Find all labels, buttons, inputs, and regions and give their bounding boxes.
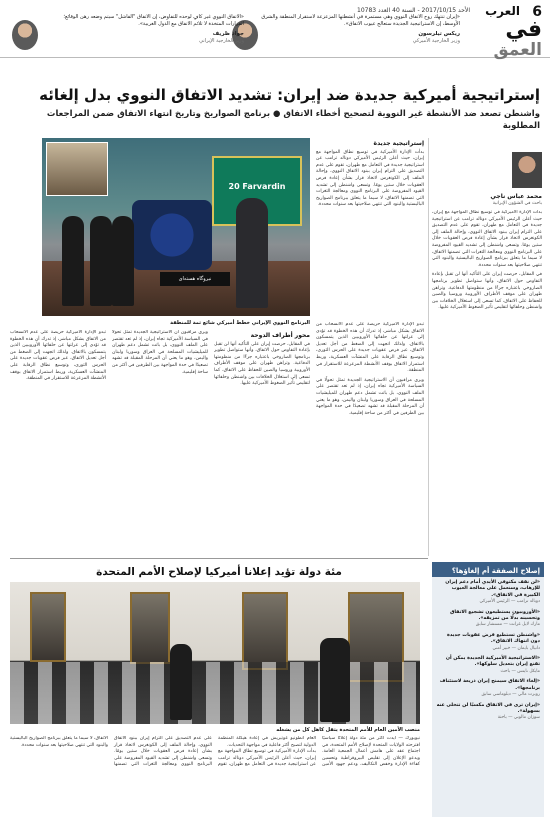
column-text: بدأت الإدارة الأميركية في توسيع نطاق المواجهة مع إيران، حيث أعلن الرئيس الأميركي دونالد ترامب عن استراتيجية جديدة في التعامل مع طهران، تقوم على عدم التصديق على التزام إيران ببنود الاتفاق النووي، وإحالة الملف إلى الكونغرس لاتخاذ قرار بشأن إعادة فرض العقوبات خلال ستين يومًا. وتسعى واشنطن إلى تشديد القيود المفروضة على البرنامج النووي ومعالجة الثغرات التي تضمنها الاتفاق، لا سيما ما يتعلق ببرنامج الصواريخ الباليستية والبنود التي تنتهي صلاحيتها بعد سنوات محددة.	[316, 149, 424, 208]
article-column	[112, 330, 208, 555]
paper-name: العرب	[485, 4, 520, 18]
article-column	[316, 138, 424, 318]
column-text: تبدو الإدارة الأميركية حريصة على عدم الانسحاب من الاتفاق بشكل مباشر، إذ تدرك أن هذه الخطوة قد تؤدي إلى عزلتها عن حلفائها الأوروبيين الذين يتمسكون بالاتفاق. ولذلك اتجهت إلى الضغط من أجل تعديل الاتفاق، عبر فرض عقوبات جديدة على الحرس الثوري، وتوسيع نطاق الرقابة على المنشآت العسكرية، وربط استمرار الاتفاق بوقف الأنشطة المزعزعة للاستقرار في المنطقة.	[316, 322, 424, 374]
article-column	[214, 330, 310, 555]
column-heading: إستراتيجية جديدة	[373, 140, 424, 147]
opinion-item	[432, 630, 544, 653]
section-title-main: في	[505, 17, 542, 42]
portrait-image	[46, 142, 108, 196]
author-name: محمد عباس ناجي	[490, 193, 542, 200]
opinion-author: مارك لايل غرانت — مستشار سابق	[475, 622, 540, 628]
person-figure	[90, 216, 112, 306]
opinion-box-title: إصلاح الصفقة أم إلغاؤها؟	[432, 565, 544, 577]
page-number: 6	[532, 4, 542, 20]
article-column	[432, 210, 542, 555]
opinion-text: «الأوروبيون يستطيعون تشجيع الاتفاق وتحسينه بدلًا من تمزيقه».	[450, 609, 540, 622]
machine-image	[132, 200, 212, 270]
opinion-author: دونالد ترامب — الرئيس الأميركي	[479, 599, 540, 605]
opinion-text: «إلغاء الاتفاق سيمنح إيران ذريعة لاستئناف برنامجها».	[439, 679, 540, 691]
column-divider	[428, 138, 429, 556]
quote-role: وزير الخارجية الأميركي	[412, 38, 460, 44]
person-figure	[320, 638, 350, 722]
column-text: ويرى مراقبون أن الاستراتيجية الجديدة تمثل تحولًا في السياسة الأميركية تجاه إيران، إذ لم تعد تقتصر على الملف النووي، بل باتت تشمل دعم طهران للميليشيات المسلحة في العراق وسوريا ولبنان واليمن، وهو ما يعني أن المرحلة المقبلة قد تشهد تصعيدًا في حدة المواجهة بين الطرفين في أكثر من ساحة إقليمية.	[112, 330, 208, 375]
opinion-author: سوزان مالوني — باحثة	[497, 715, 540, 721]
bottom-photo-caption: منصب الأمين العام للأمم المتحدة يثقل كاهل كل من يشغله	[276, 727, 420, 733]
opinion-text: «إيران ترى في الاتفاق مكسبًا لن تتخلى عنه بسهولة».	[436, 702, 540, 714]
person-figure	[236, 198, 268, 308]
main-subhead	[10, 108, 540, 132]
opinion-text: «الاستراتيجية الأميركية الجديدة يمكن أن تقنع إيران بتعديل سلوكها».	[445, 656, 540, 668]
column-text: نيويورك — أيدت أكثر من مئة دولة إعلانًا سياسيًا اقترحته الولايات المتحدة لإصلاح الأمم المتحدة، في اجتماع عقد على هامش أعمال الجمعية العامة. ويدعو الإعلان إلى تقليص البيروقراطية وتحسين كفاءة الإدارة وخفض التكاليف، ودعم جهود الأمين العام أنطونيو غوتيريش في إعادة هيكلة المنظمة الدولية لتصبح أكثر فاعلية في مواجهة التحديات.	[218, 736, 420, 768]
opinion-item	[432, 607, 544, 630]
opinion-item	[432, 700, 544, 723]
person-figure	[170, 644, 192, 720]
author-role: باحث في الشؤون الإيرانية	[492, 201, 542, 206]
quote-left	[44, 14, 244, 56]
column-text: في المقابل، حرصت إيران على التأكيد أنها لن تقبل بإعادة التفاوض حول الاتفاق، وأنها ستواصل تطوير برنامجها الصاروخي باعتباره جزءًا من منظومتها الدفاعية. وتراهن طهران على موقف الأطراف الأوروبية وروسيا والصين للحفاظ على الاتفاق، كما تسعى إلى استغلال الخلافات بين واشنطن وحلفائها لتقليص تأثير الضغوط الأميركية عليها.	[432, 272, 542, 311]
painting-frame	[130, 592, 170, 664]
opinion-text: «واشنطن تستطيع فرض عقوبات جديدة دون انتهاك الاتفاق».	[447, 632, 540, 645]
column-text: بدأت الإدارة الأميركية في توسيع نطاق المواجهة مع إيران، حيث أعلن الرئيس الأميركي دونالد ترامب عن استراتيجية جديدة في التعامل مع طهران، تقوم على عدم التصديق على التزام إيران ببنود الاتفاق النووي، وإحالة الملف إلى الكونغرس لاتخاذ قرار بشأن إعادة فرض العقوبات خلال ستين يومًا. وتسعى واشنطن إلى تشديد القيود المفروضة على البرنامج النووي ومعالجة الثغرات التي تضمنها الاتفاق، لا سيما ما يتعلق ببرنامج الصواريخ الباليستية والبنود التي تنتهي صلاحيتها بعد سنوات محددة.	[10, 736, 316, 768]
quote-name: جواد ظريف	[212, 31, 244, 37]
opinion-author: مايكل نايتس — باحث	[500, 668, 540, 674]
opinion-list	[432, 577, 544, 723]
author-photo	[512, 152, 542, 188]
section-title-sub: العمق	[493, 40, 542, 60]
quote-role: وزير الخارجية الإيراني	[199, 38, 244, 44]
section-title	[493, 17, 542, 60]
quote-text: «الاتفاق النووي غير كافٍ لوحده للتفاوض، إن الاتفاق "الفاشل" سيتم وضعه رهن الوقائع؛ القرارات المتخذة لا تلائم الاتفاق مع الدول الغربية».	[63, 14, 244, 27]
quote-name: ريكس تيلرسون	[418, 31, 460, 37]
masthead	[0, 0, 550, 58]
column-text: ويرى مراقبون أن الاستراتيجية الجديدة تمثل تحولًا في السياسة الأميركية تجاه إيران، إذ لم تعد تقتصر على الملف النووي، بل باتت تشمل دعم طهران للميليشيات المسلحة في العراق وسوريا ولبنان واليمن، وهو ما يعني أن المرحلة المقبلة قد تشهد تصعيدًا في حدة المواجهة بين الطرفين في أكثر من ساحة إقليمية.	[316, 377, 424, 416]
photo-plaque: نیروگاه هسته‌ای	[160, 272, 230, 286]
avatar	[12, 20, 38, 50]
main-headline: إستراتيجية أميركية جديدة ضد إيران: تشديد الاتفاق النووي بدل إلغائه	[39, 86, 540, 104]
person-figure	[62, 216, 84, 306]
painting-frame	[242, 592, 288, 670]
bottom-article-text	[10, 736, 420, 820]
subhead-2: برنامج الصواريخ وتاريخ انتهاء الاتفاق ضمن المراجعات المطلوبة	[46, 109, 540, 131]
column-text: في المقابل، حرصت إيران على التأكيد أنها لن تقبل بإعادة التفاوض حول الاتفاق، وأنها ستواصل تطوير برنامجها الصاروخي باعتباره جزءًا من منظومتها الدفاعية. وتراهن طهران على موقف الأطراف الأوروبية وروسيا والصين للحفاظ على الاتفاق، كما تسعى إلى استغلال الخلافات بين واشنطن وحلفائها لتقليص تأثير الضغوط الأميركية عليها.	[214, 341, 310, 387]
bottom-photo	[10, 582, 420, 724]
opinion-author: دانيال بايمان — خبير أمني	[492, 645, 540, 651]
bullet-icon: ●	[270, 109, 281, 119]
checkered-floor	[10, 662, 420, 724]
column-heading: محور أطراف الدوحة	[250, 332, 310, 339]
main-photo-caption: البرنامج النووي الإيراني خطط أميركي شائع ثمة للمنطقة	[170, 320, 310, 326]
main-photo	[42, 138, 310, 316]
quote-text: «إيران تنتهك روح الاتفاق النووي وهي مستمرة في أنشطتها المزعزعة لاستقرار المنطقة والشرق الأوسط، إن الاستراتيجية الجديدة ستعالج عيوب الاتفاق».	[261, 14, 460, 27]
column-text: بدأت الإدارة الأميركية في توسيع نطاق المواجهة مع إيران، حيث أعلن الرئيس الأميركي دونالد ترامب عن استراتيجية جديدة في التعامل مع طهران، تقوم على عدم التصديق على التزام إيران ببنود الاتفاق النووي، وإحالة الملف إلى الكونغرس لاتخاذ قرار بشأن إعادة فرض العقوبات خلال ستين يومًا. وتسعى واشنطن إلى تشديد القيود المفروضة على البرنامج النووي ومعالجة الثغرات التي تضمنها الاتفاق، لا سيما ما يتعلق ببرنامج الصواريخ الباليستية والبنود التي تنتهي صلاحيتها بعد سنوات محددة.	[432, 210, 542, 268]
column-text: تبدو الإدارة الأميركية حريصة على عدم الانسحاب من الاتفاق بشكل مباشر، إذ تدرك أن هذه الخطوة قد تؤدي إلى عزلتها عن حلفائها الأوروبيين الذين يتمسكون بالاتفاق. ولذلك اتجهت إلى الضغط من أجل تعديل الاتفاق، عبر فرض عقوبات جديدة على الحرس الثوري، وتوسيع نطاق الرقابة على المنشآت العسكرية، وربط استمرار الاتفاق بوقف الأنشطة المزعزعة للاستقرار في المنطقة.	[10, 330, 106, 382]
date-line: الأحد 2017/10/15 - السنة 40 العدد 10783	[357, 7, 470, 14]
quote-right	[260, 14, 460, 56]
opinion-item	[432, 676, 544, 699]
person-figure	[112, 216, 134, 306]
subhead-1: واشنطن تصعد ضد الأنشطة غير النووية لتصحيح أخطاء الاتفاق	[283, 109, 540, 119]
opinion-text: «لن نقف مكتوفي الأيدي أمام دعم إيران للإرهاب، وسنعمل على معالجة العيوب الكبيرة في الاتفاق».	[445, 580, 540, 598]
opinion-box	[432, 562, 544, 817]
article-column	[10, 330, 106, 555]
opinion-author: روبرت مالي — دبلوماسي سابق	[481, 692, 540, 698]
opinion-item	[432, 577, 544, 607]
painting-frame	[30, 592, 66, 662]
section-divider	[10, 558, 428, 559]
opinion-item	[432, 653, 544, 676]
article-column	[316, 322, 424, 555]
bottom-headline: مئة دولة تؤيد إعلانا أميركيا لإصلاح الأمم المتحدة	[96, 566, 342, 578]
banner-text: 20 Farvardin	[228, 182, 286, 191]
